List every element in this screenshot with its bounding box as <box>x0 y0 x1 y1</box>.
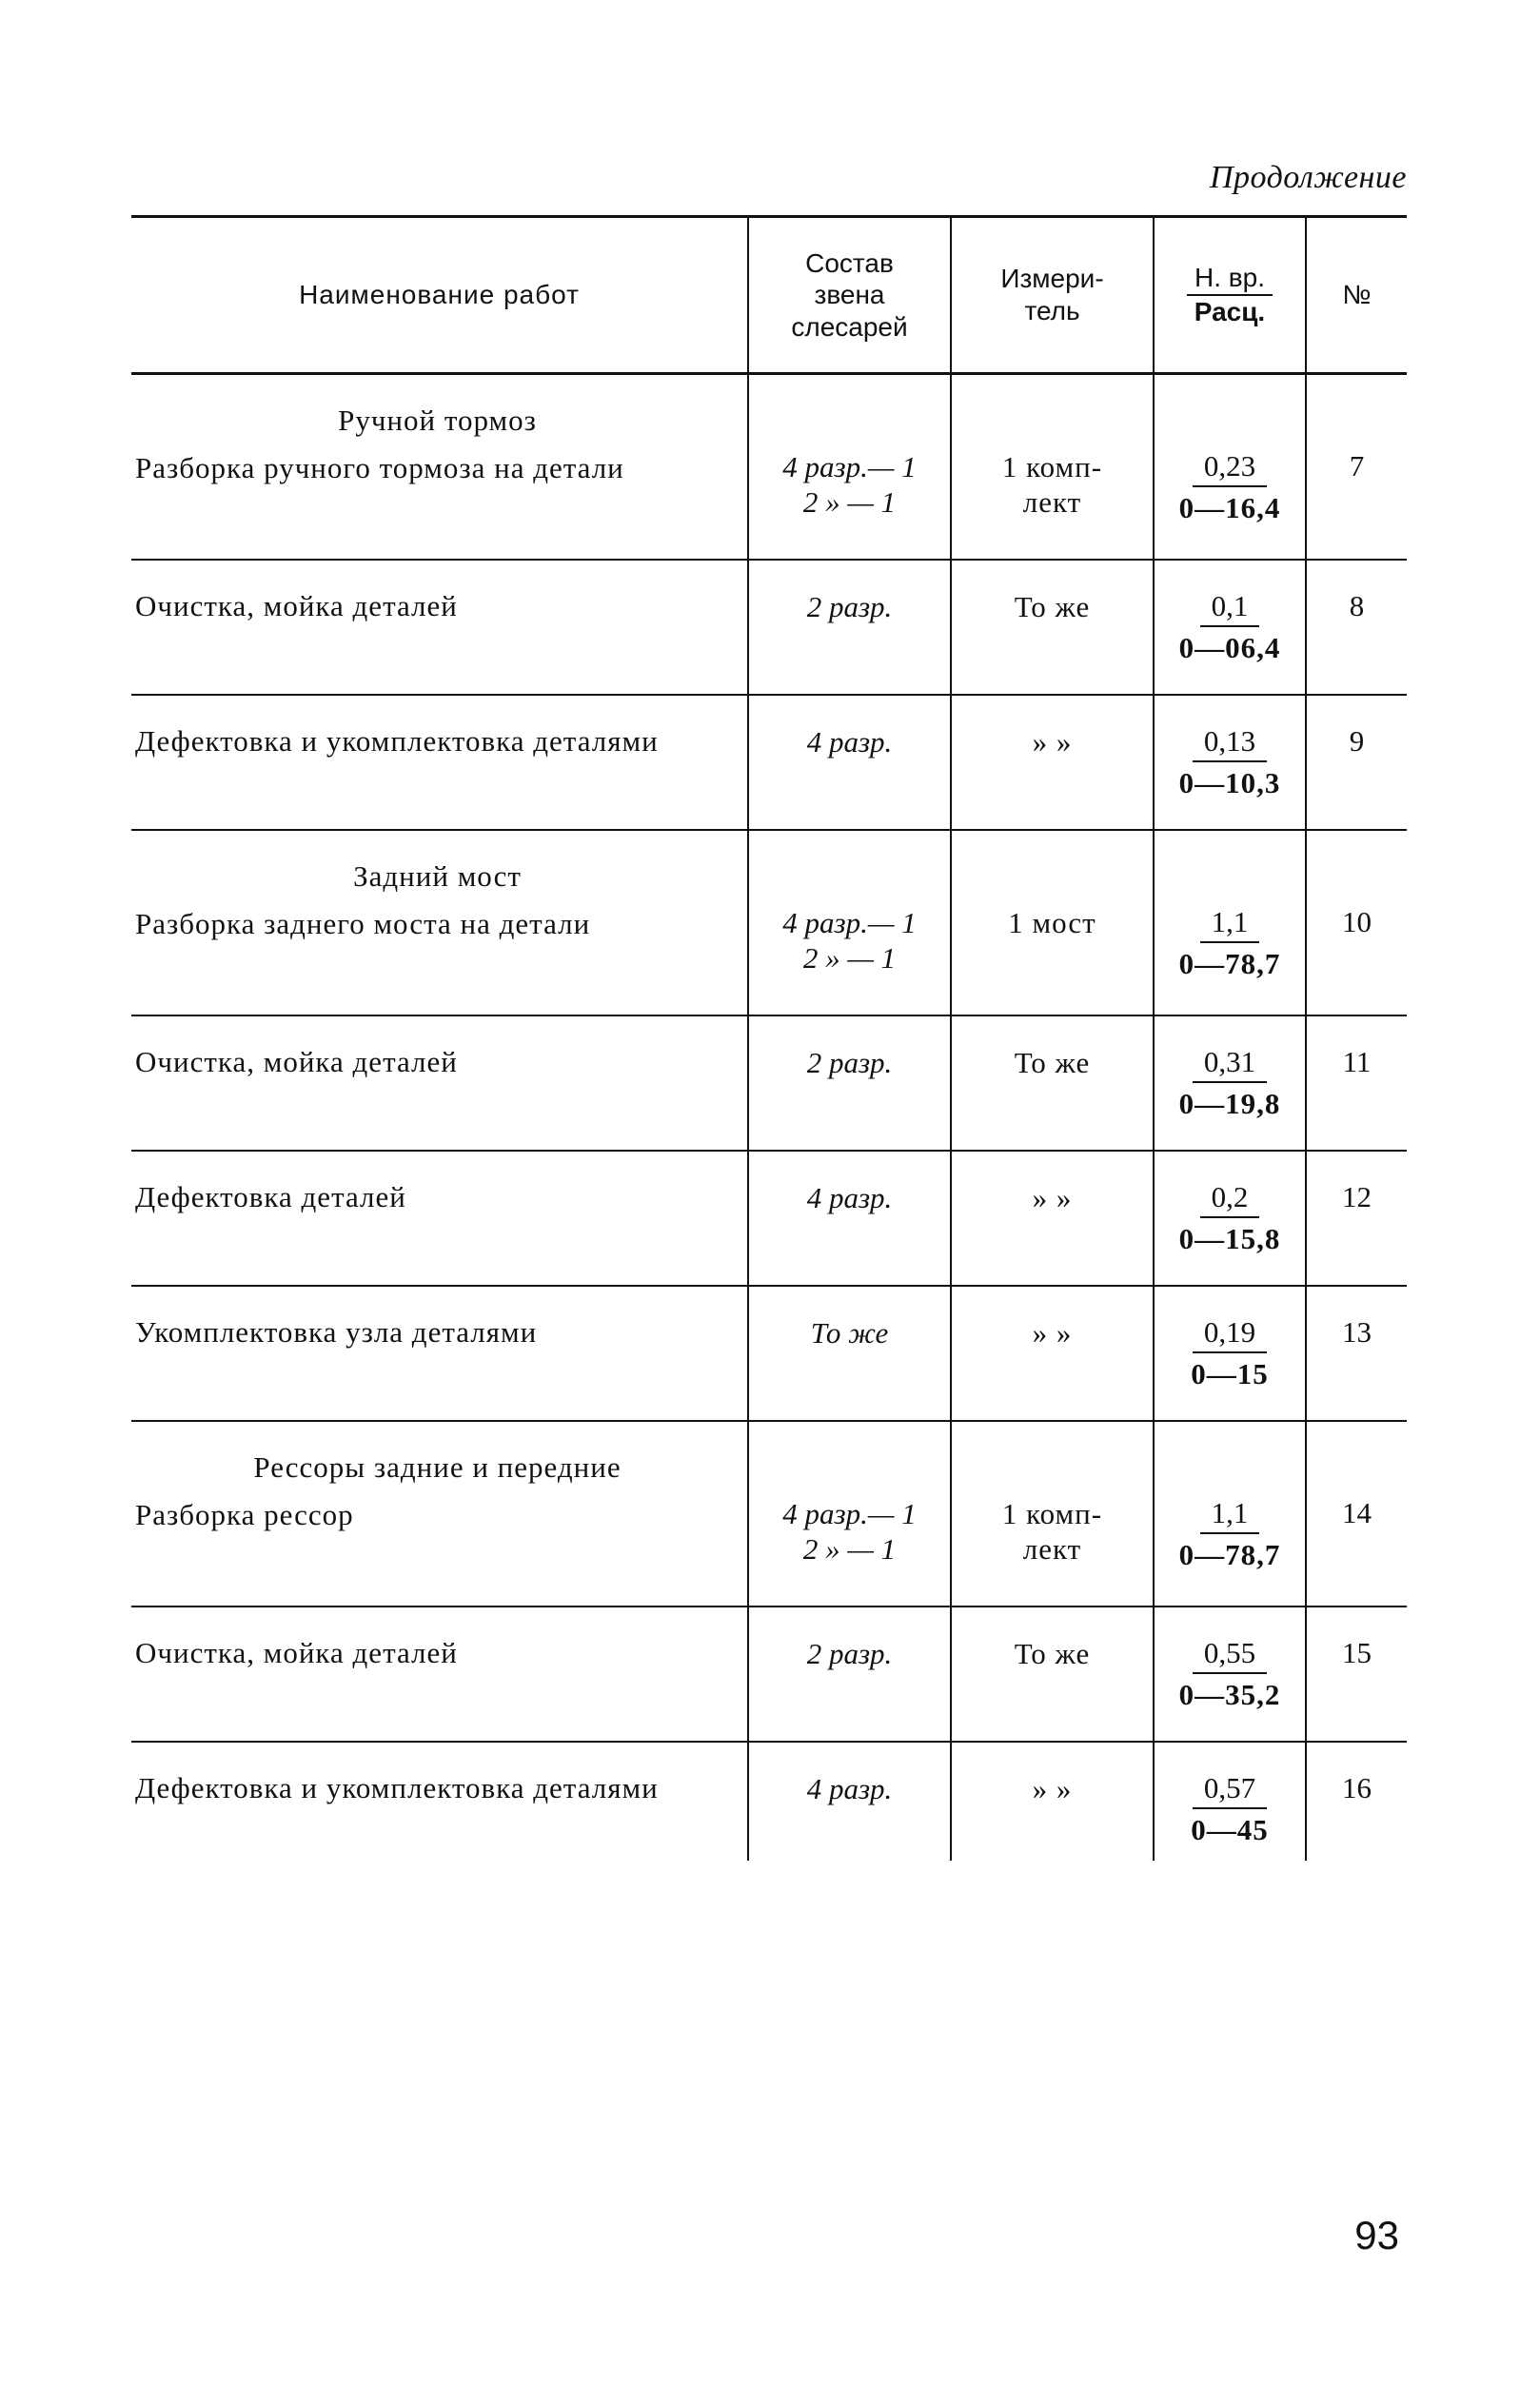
row-number-cell <box>1306 1607 1407 1742</box>
row-number: 11 <box>1342 1045 1372 1078</box>
measure-cell <box>951 560 1154 695</box>
row-number: 9 <box>1349 724 1365 758</box>
crew-cell <box>748 1742 951 1861</box>
row-number-cell <box>1306 1015 1407 1151</box>
header-measure-line: Измери- <box>1000 264 1104 294</box>
work-name-cell <box>131 695 748 830</box>
crew-line: 2 разр. <box>806 1046 893 1079</box>
work-name-cell <box>131 1151 748 1286</box>
measure-cell <box>951 1286 1154 1421</box>
crew-cell <box>748 695 951 830</box>
work-name-cell <box>131 1286 748 1421</box>
crew-line: 4 разр. <box>806 1181 893 1214</box>
work-name: Очистка, мойка деталей <box>135 589 458 622</box>
rate-cell <box>1154 1286 1306 1421</box>
header-crew-line: слесарей <box>791 311 908 342</box>
crew-line: 4 разр. <box>806 725 893 759</box>
measure-unit <box>952 449 1153 520</box>
header-rate <box>1154 217 1306 374</box>
section-title: Задний мост <box>353 859 522 893</box>
crew-line: То же <box>810 1316 889 1350</box>
measure-unit <box>952 1496 1153 1567</box>
table-row <box>131 1607 1407 1742</box>
measure-unit <box>952 1771 1153 1806</box>
pay-rate: 0—15 <box>1191 1357 1269 1390</box>
measure-line: То же <box>1014 1046 1091 1079</box>
measure-line: » » <box>1032 725 1073 759</box>
crew-composition <box>749 1771 950 1806</box>
table-row <box>131 374 1407 561</box>
crew-cell <box>748 1015 951 1151</box>
crew-composition <box>749 1045 950 1080</box>
crew-line: 4 разр.— 1 <box>782 450 917 483</box>
work-name-cell <box>131 1015 748 1151</box>
rate-cell <box>1154 1742 1306 1861</box>
measure-line: 1 мост <box>1008 906 1096 939</box>
crew-cell <box>748 374 951 561</box>
time-norm: 0,2 <box>1200 1180 1260 1218</box>
row-number: 12 <box>1342 1180 1372 1213</box>
rate-cell <box>1154 695 1306 830</box>
measure-unit <box>952 905 1153 940</box>
row-number: 8 <box>1349 589 1365 622</box>
measure-unit <box>952 1045 1153 1080</box>
pay-rate: 0—78,7 <box>1178 1538 1281 1571</box>
section-title: Ручной тормоз <box>338 404 537 437</box>
measure-cell <box>951 830 1154 1015</box>
table-header <box>131 217 1407 374</box>
rate-fraction <box>1155 449 1305 525</box>
crew-cell <box>748 560 951 695</box>
pay-rate: 0—19,8 <box>1178 1087 1281 1120</box>
measure-unit <box>952 1315 1153 1350</box>
measure-unit <box>952 1180 1153 1215</box>
rate-fraction <box>1155 589 1305 665</box>
measure-unit <box>952 724 1153 759</box>
measure-line: То же <box>1014 1637 1091 1670</box>
row-number-cell <box>1306 374 1407 561</box>
row-number-cell <box>1306 695 1407 830</box>
header-crew <box>748 217 951 374</box>
row-number: 10 <box>1342 905 1372 938</box>
header-crew-line: Состав <box>805 247 894 278</box>
work-name: Укомплектовка узла деталями <box>135 1315 538 1349</box>
time-norm: 0,13 <box>1193 724 1267 762</box>
pay-rate: 0—10,3 <box>1178 766 1281 799</box>
measure-cell <box>951 1015 1154 1151</box>
table-row <box>131 830 1407 1015</box>
pay-rate: 0—06,4 <box>1178 631 1281 664</box>
pay-rate: 0—35,2 <box>1178 1678 1281 1711</box>
rate-fraction <box>1155 1315 1305 1391</box>
rate-cell <box>1154 374 1306 561</box>
measure-cell <box>951 695 1154 830</box>
crew-composition <box>749 1496 950 1567</box>
row-number: 7 <box>1349 449 1365 483</box>
crew-composition <box>749 449 950 520</box>
crew-line: 4 разр. <box>806 1772 893 1805</box>
rate-fraction <box>1155 1180 1305 1256</box>
rate-fraction <box>1155 1636 1305 1712</box>
crew-composition <box>749 589 950 624</box>
table-row <box>131 1151 1407 1286</box>
table-row <box>131 1015 1407 1151</box>
rate-cell <box>1154 1151 1306 1286</box>
measure-line: лект <box>1022 1532 1082 1567</box>
measure-cell <box>951 1607 1154 1742</box>
measure-line: 1 комп- <box>1001 450 1103 483</box>
crew-cell <box>748 1151 951 1286</box>
crew-line: 2 » — 1 <box>802 1532 897 1567</box>
section-title: Рессоры задние и передние <box>253 1450 622 1484</box>
measure-cell <box>951 1151 1154 1286</box>
work-name-cell <box>131 1607 748 1742</box>
time-norm: 1,1 <box>1200 1496 1260 1534</box>
row-number: 16 <box>1342 1771 1372 1804</box>
header-measure <box>951 217 1154 374</box>
crew-composition <box>749 1180 950 1215</box>
rate-cell <box>1154 1607 1306 1742</box>
pay-rate: 0—16,4 <box>1178 491 1281 524</box>
header-number: № <box>1306 217 1407 374</box>
time-norm: 0,19 <box>1193 1315 1267 1353</box>
rate-cell <box>1154 830 1306 1015</box>
crew-cell <box>748 1421 951 1607</box>
crew-line: 2 » — 1 <box>802 485 897 520</box>
work-name: Разборка ручного тормоза на детали <box>135 451 624 484</box>
work-name: Дефектовка и укомплектовка деталями <box>135 724 659 758</box>
header-rate-time: Н. вр. <box>1187 262 1273 296</box>
crew-line: 2 » — 1 <box>802 941 897 976</box>
norms-table <box>131 215 1407 1861</box>
measure-unit <box>952 589 1153 624</box>
time-norm: 0,23 <box>1193 449 1267 487</box>
measure-line: » » <box>1032 1772 1073 1805</box>
row-number: 15 <box>1342 1636 1372 1669</box>
pay-rate: 0—78,7 <box>1178 947 1281 980</box>
measure-cell <box>951 374 1154 561</box>
crew-line: 2 разр. <box>806 590 893 623</box>
crew-line: 4 разр.— 1 <box>782 1497 917 1530</box>
work-name-cell <box>131 830 748 1015</box>
rate-cell <box>1154 1015 1306 1151</box>
work-name: Дефектовка и укомплектовка деталями <box>135 1771 659 1804</box>
measure-line: То же <box>1014 590 1091 623</box>
time-norm: 0,55 <box>1193 1636 1267 1674</box>
time-norm: 1,1 <box>1200 905 1260 943</box>
continuation-label: Продолжение <box>1209 160 1407 195</box>
table-row <box>131 560 1407 695</box>
row-number: 14 <box>1342 1496 1372 1529</box>
measure-cell <box>951 1742 1154 1861</box>
time-norm: 0,1 <box>1200 589 1260 627</box>
row-number-cell <box>1306 830 1407 1015</box>
table-body <box>131 374 1407 1862</box>
row-number-cell <box>1306 1742 1407 1861</box>
crew-composition <box>749 1315 950 1350</box>
rate-cell <box>1154 560 1306 695</box>
crew-composition <box>749 724 950 759</box>
table-row <box>131 1286 1407 1421</box>
rate-fraction <box>1155 1771 1305 1847</box>
rate-cell <box>1154 1421 1306 1607</box>
header-rate-pay: Расц. <box>1194 297 1266 326</box>
row-number-cell <box>1306 1286 1407 1421</box>
work-name-cell <box>131 1742 748 1861</box>
time-norm: 0,57 <box>1193 1771 1267 1809</box>
rate-fraction <box>1155 1496 1305 1572</box>
pay-rate: 0—45 <box>1191 1813 1269 1846</box>
measure-line: лект <box>1022 485 1082 520</box>
crew-composition <box>749 905 950 976</box>
measure-line: 1 комп- <box>1001 1497 1103 1530</box>
measure-cell <box>951 1421 1154 1607</box>
table-row <box>131 1742 1407 1861</box>
work-name-cell <box>131 1421 748 1607</box>
crew-cell <box>748 1286 951 1421</box>
measure-line: » » <box>1032 1316 1073 1350</box>
work-name-cell <box>131 374 748 561</box>
crew-line: 2 разр. <box>806 1637 893 1670</box>
row-number: 13 <box>1342 1315 1372 1349</box>
work-name: Очистка, мойка деталей <box>135 1045 458 1078</box>
measure-line: » » <box>1032 1181 1073 1214</box>
pay-rate: 0—15,8 <box>1178 1222 1281 1255</box>
page-number: 93 <box>1354 2213 1399 2257</box>
measure-unit <box>952 1636 1153 1671</box>
row-number-cell <box>1306 560 1407 695</box>
crew-line: 4 разр.— 1 <box>782 906 917 939</box>
header-crew-line: звена <box>814 280 885 310</box>
work-name: Дефектовка деталей <box>135 1180 406 1213</box>
crew-composition <box>749 1636 950 1671</box>
header-measure-line: тель <box>1024 296 1080 325</box>
work-name: Разборка заднего моста на детали <box>135 907 591 940</box>
work-name: Разборка рессор <box>135 1498 354 1531</box>
crew-cell <box>748 1607 951 1742</box>
table-row <box>131 695 1407 830</box>
rate-fraction <box>1155 1045 1305 1121</box>
rate-fraction <box>1155 724 1305 800</box>
work-name: Очистка, мойка деталей <box>135 1636 458 1669</box>
work-name-cell <box>131 560 748 695</box>
crew-cell <box>748 830 951 1015</box>
row-number-cell <box>1306 1151 1407 1286</box>
header-work-name: Наименование работ <box>131 217 748 374</box>
table-row <box>131 1421 1407 1607</box>
rate-fraction <box>1155 905 1305 981</box>
row-number-cell <box>1306 1421 1407 1607</box>
time-norm: 0,31 <box>1193 1045 1267 1083</box>
